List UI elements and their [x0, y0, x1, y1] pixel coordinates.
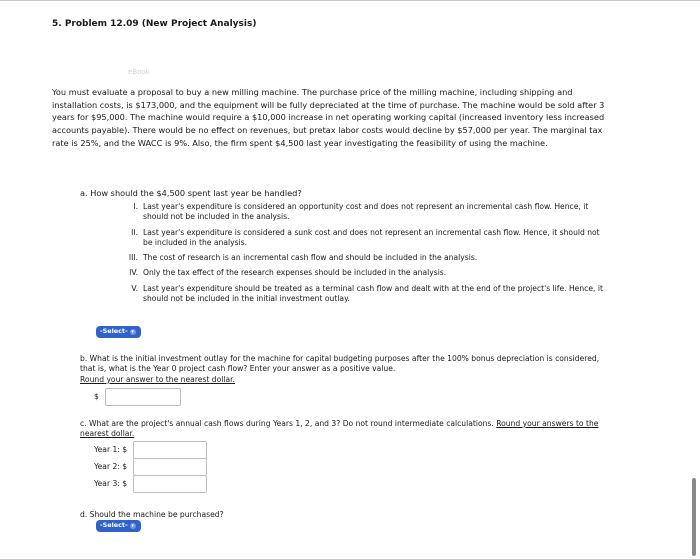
question-b-round-note: Round your answer to the nearest dollar.: [80, 374, 235, 384]
chevron-down-icon: ▾: [131, 523, 134, 529]
year-1-row: [94, 441, 207, 459]
option-text: The cost of research is an incremental cash flow and should be included in the analysis.: [143, 253, 478, 262]
question-b-answer-row: [94, 388, 181, 406]
option-number: I.: [133, 202, 138, 211]
option-text: Last year's expenditure is considered a sunk cost and does not represent an incremental cash flow. Hence, it should not be included in the analysis.: [143, 227, 600, 247]
select-label: -Select-: [100, 521, 128, 530]
year-1-label: Year 1: $: [94, 445, 128, 455]
year-1-input[interactable]: [133, 441, 207, 459]
initial-outlay-input[interactable]: [105, 388, 181, 406]
question-c-text: c. What are the project's annual cash flows during Years 1, 2, and 3? Do not round intermediate calculations.: [80, 419, 494, 428]
option-text: Last year's expenditure should be treated as a terminal cash flow and dealt with at the end of the project's life. Hence, it should not be included in the initial investment outlay.: [143, 283, 603, 303]
year-3-input[interactable]: [133, 475, 207, 493]
option-number: V.: [131, 283, 138, 293]
option-text: Last year's expenditure is considered an opportunity cost and does not represent an incremental cash flow. Hence, it should not be included in the analysis.: [143, 202, 589, 222]
question-b: [80, 354, 600, 385]
problem-title: 5. Problem 12.09 (New Project Analysis): [52, 19, 257, 29]
question-b-text: b. What is the initial investment outlay for the machine for capital budgeting purposes after the 100% bonus depreciation is considered, that is, what is the Year 0 project cash flow? Enter your answer as a positive value.: [80, 354, 600, 374]
select-label: -Select-: [100, 327, 128, 336]
option-iv: [114, 268, 604, 278]
option-v: [114, 284, 604, 305]
question-a-text: a. How should the $4,500 spent last year be handled?: [80, 188, 302, 198]
question-d-text: d. Should the machine be purchased?: [80, 510, 224, 519]
option-iii: [114, 253, 604, 263]
option-i: [114, 202, 604, 223]
problem-prompt: You must evaluate a proposal to buy a new milling machine. The purchase price of the milling machine, including shipping and installation costs, is $173,000, and the equipment will be fully depreciated at the time of purchase. The machine would be sold after 3 years for $95,000. The machine would require a $10,000 increase in net operating working capital (increased inventory less increased accounts payable). There would be no effect on revenues, but pretax labor costs would decline by $57,000 per year. The marginal tax rate is 25%, and the WACC is 9%. Also, the firm spent $4,500 last year investigating the feasibility of using the machine.: [52, 87, 605, 148]
question-c-round-note: Round your answers to the nearest dollar.: [80, 419, 599, 439]
chevron-down-icon: ▾: [131, 329, 134, 335]
currency-label: $: [94, 392, 99, 402]
scrollbar[interactable]: [692, 478, 696, 556]
year-2-input[interactable]: [133, 458, 207, 476]
question-c: [80, 419, 600, 440]
question-a-select[interactable]: [96, 326, 141, 338]
option-number: II.: [131, 227, 138, 237]
option-text: Only the tax effect of the research expenses should be included in the analysis.: [143, 268, 447, 278]
year-3-label: Year 3: $: [94, 479, 128, 489]
ebook-link[interactable]: eBook: [128, 68, 150, 76]
year-2-label: Year 2: $: [94, 462, 128, 472]
year-3-row: [94, 475, 207, 493]
option-number: III.: [128, 253, 138, 262]
year-2-row: [94, 458, 207, 476]
question-d-select[interactable]: [96, 520, 141, 532]
question-a-options: [114, 202, 604, 309]
option-ii: [114, 228, 604, 249]
option-number: IV.: [129, 268, 138, 278]
